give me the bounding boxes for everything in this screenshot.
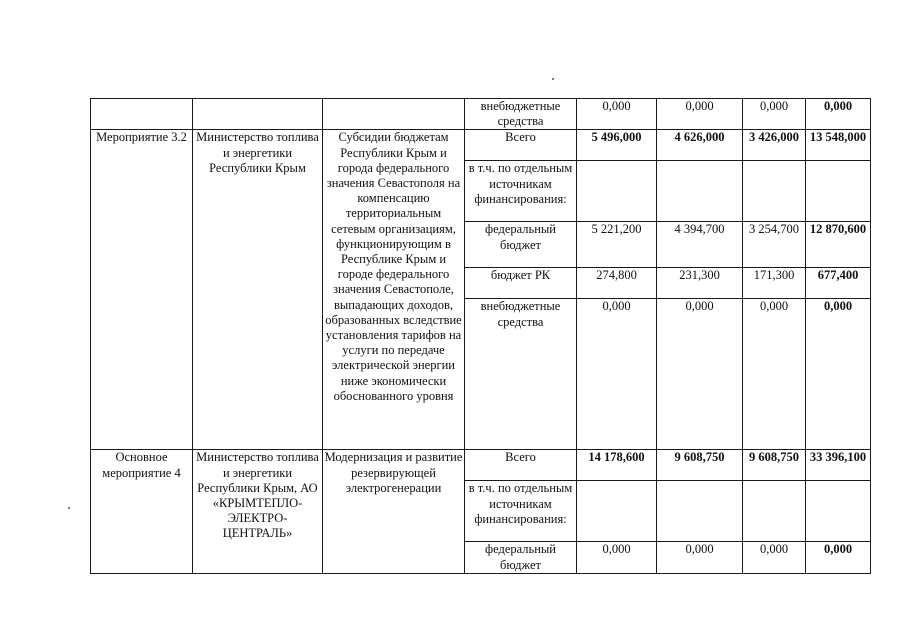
year3-value: 0,000 — [743, 299, 806, 450]
year3-value — [743, 481, 806, 542]
year3-value: 3 254,700 — [743, 222, 806, 268]
table-row — [91, 450, 871, 481]
event-name-cell: Основное мероприятие 4 — [91, 450, 193, 573]
year1-value: 274,800 — [577, 268, 657, 299]
description-cell: Модернизация и развитие резервирующей электрогенерации — [323, 450, 465, 573]
description-cell: Субсидии бюджетам Республики Крым и города федерального значения Севастополя на компенсацию территориальным сетевым организациям, функционирующим в Республике Крым и городе федерального значения Севастополе, выпадающих доходов, образованных вследствие установления тарифов на услуги по передаче электрической энергии ниже экономически обоснованного уровня — [323, 130, 465, 450]
scan-speck — [552, 78, 554, 80]
total-value — [806, 481, 871, 542]
table-row — [91, 130, 871, 161]
year1-value: 0,000 — [577, 99, 657, 130]
event-name-cell: Мероприятие 3.2 — [91, 130, 193, 450]
year2-value: 4 394,700 — [657, 222, 743, 268]
funding-source-cell: внебюджетные средства — [465, 299, 577, 450]
year2-value: 0,000 — [657, 542, 743, 573]
total-value: 677,400 — [806, 268, 871, 299]
total-value: 0,000 — [806, 542, 871, 573]
executor-cell: Министерство топлива и энергетики Республики Крым — [193, 130, 323, 450]
year2-value: 0,000 — [657, 99, 743, 130]
total-value: 0,000 — [806, 99, 871, 130]
year1-value: 0,000 — [577, 299, 657, 450]
year1-value: 5 221,200 — [577, 222, 657, 268]
funding-source-cell: в т.ч. по отдельным источникам финансирования: — [465, 481, 577, 542]
description-cell — [323, 99, 465, 130]
table-row — [91, 99, 871, 130]
funding-source-cell: внебюджетные средства — [465, 99, 577, 130]
year1-value: 0,000 — [577, 542, 657, 573]
year2-value: 0,000 — [657, 299, 743, 450]
year2-value — [657, 481, 743, 542]
year3-value — [743, 161, 806, 222]
scan-speck — [68, 507, 70, 509]
funding-source-cell: бюджет РК — [465, 268, 577, 299]
executor-cell: Министерство топлива и энергетики Республики Крым, АО «КРЫМТЕПЛО-ЭЛЕКТРО-ЦЕНТРАЛЬ» — [193, 450, 323, 573]
year3-value: 0,000 — [743, 99, 806, 130]
year1-value: 5 496,000 — [577, 130, 657, 161]
financing-table — [90, 98, 871, 574]
year1-value — [577, 481, 657, 542]
year3-value: 9 608,750 — [743, 450, 806, 481]
year2-value: 4 626,000 — [657, 130, 743, 161]
funding-source-cell: в т.ч. по отдельным источникам финансирования: — [465, 161, 577, 222]
year3-value: 0,000 — [743, 542, 806, 573]
event-name-cell — [91, 99, 193, 130]
year1-value — [577, 161, 657, 222]
year2-value: 9 608,750 — [657, 450, 743, 481]
executor-cell — [193, 99, 323, 130]
funding-source-cell: Всего — [465, 450, 577, 481]
total-value: 33 396,100 — [806, 450, 871, 481]
year2-value: 231,300 — [657, 268, 743, 299]
funding-source-cell: Всего — [465, 130, 577, 161]
total-value: 12 870,600 — [806, 222, 871, 268]
funding-source-cell: федеральный бюджет — [465, 542, 577, 573]
total-value: 13 548,000 — [806, 130, 871, 161]
total-value — [806, 161, 871, 222]
funding-source-cell: федеральный бюджет — [465, 222, 577, 268]
total-value: 0,000 — [806, 299, 871, 450]
year3-value: 3 426,000 — [743, 130, 806, 161]
year1-value: 14 178,600 — [577, 450, 657, 481]
year2-value — [657, 161, 743, 222]
year3-value: 171,300 — [743, 268, 806, 299]
